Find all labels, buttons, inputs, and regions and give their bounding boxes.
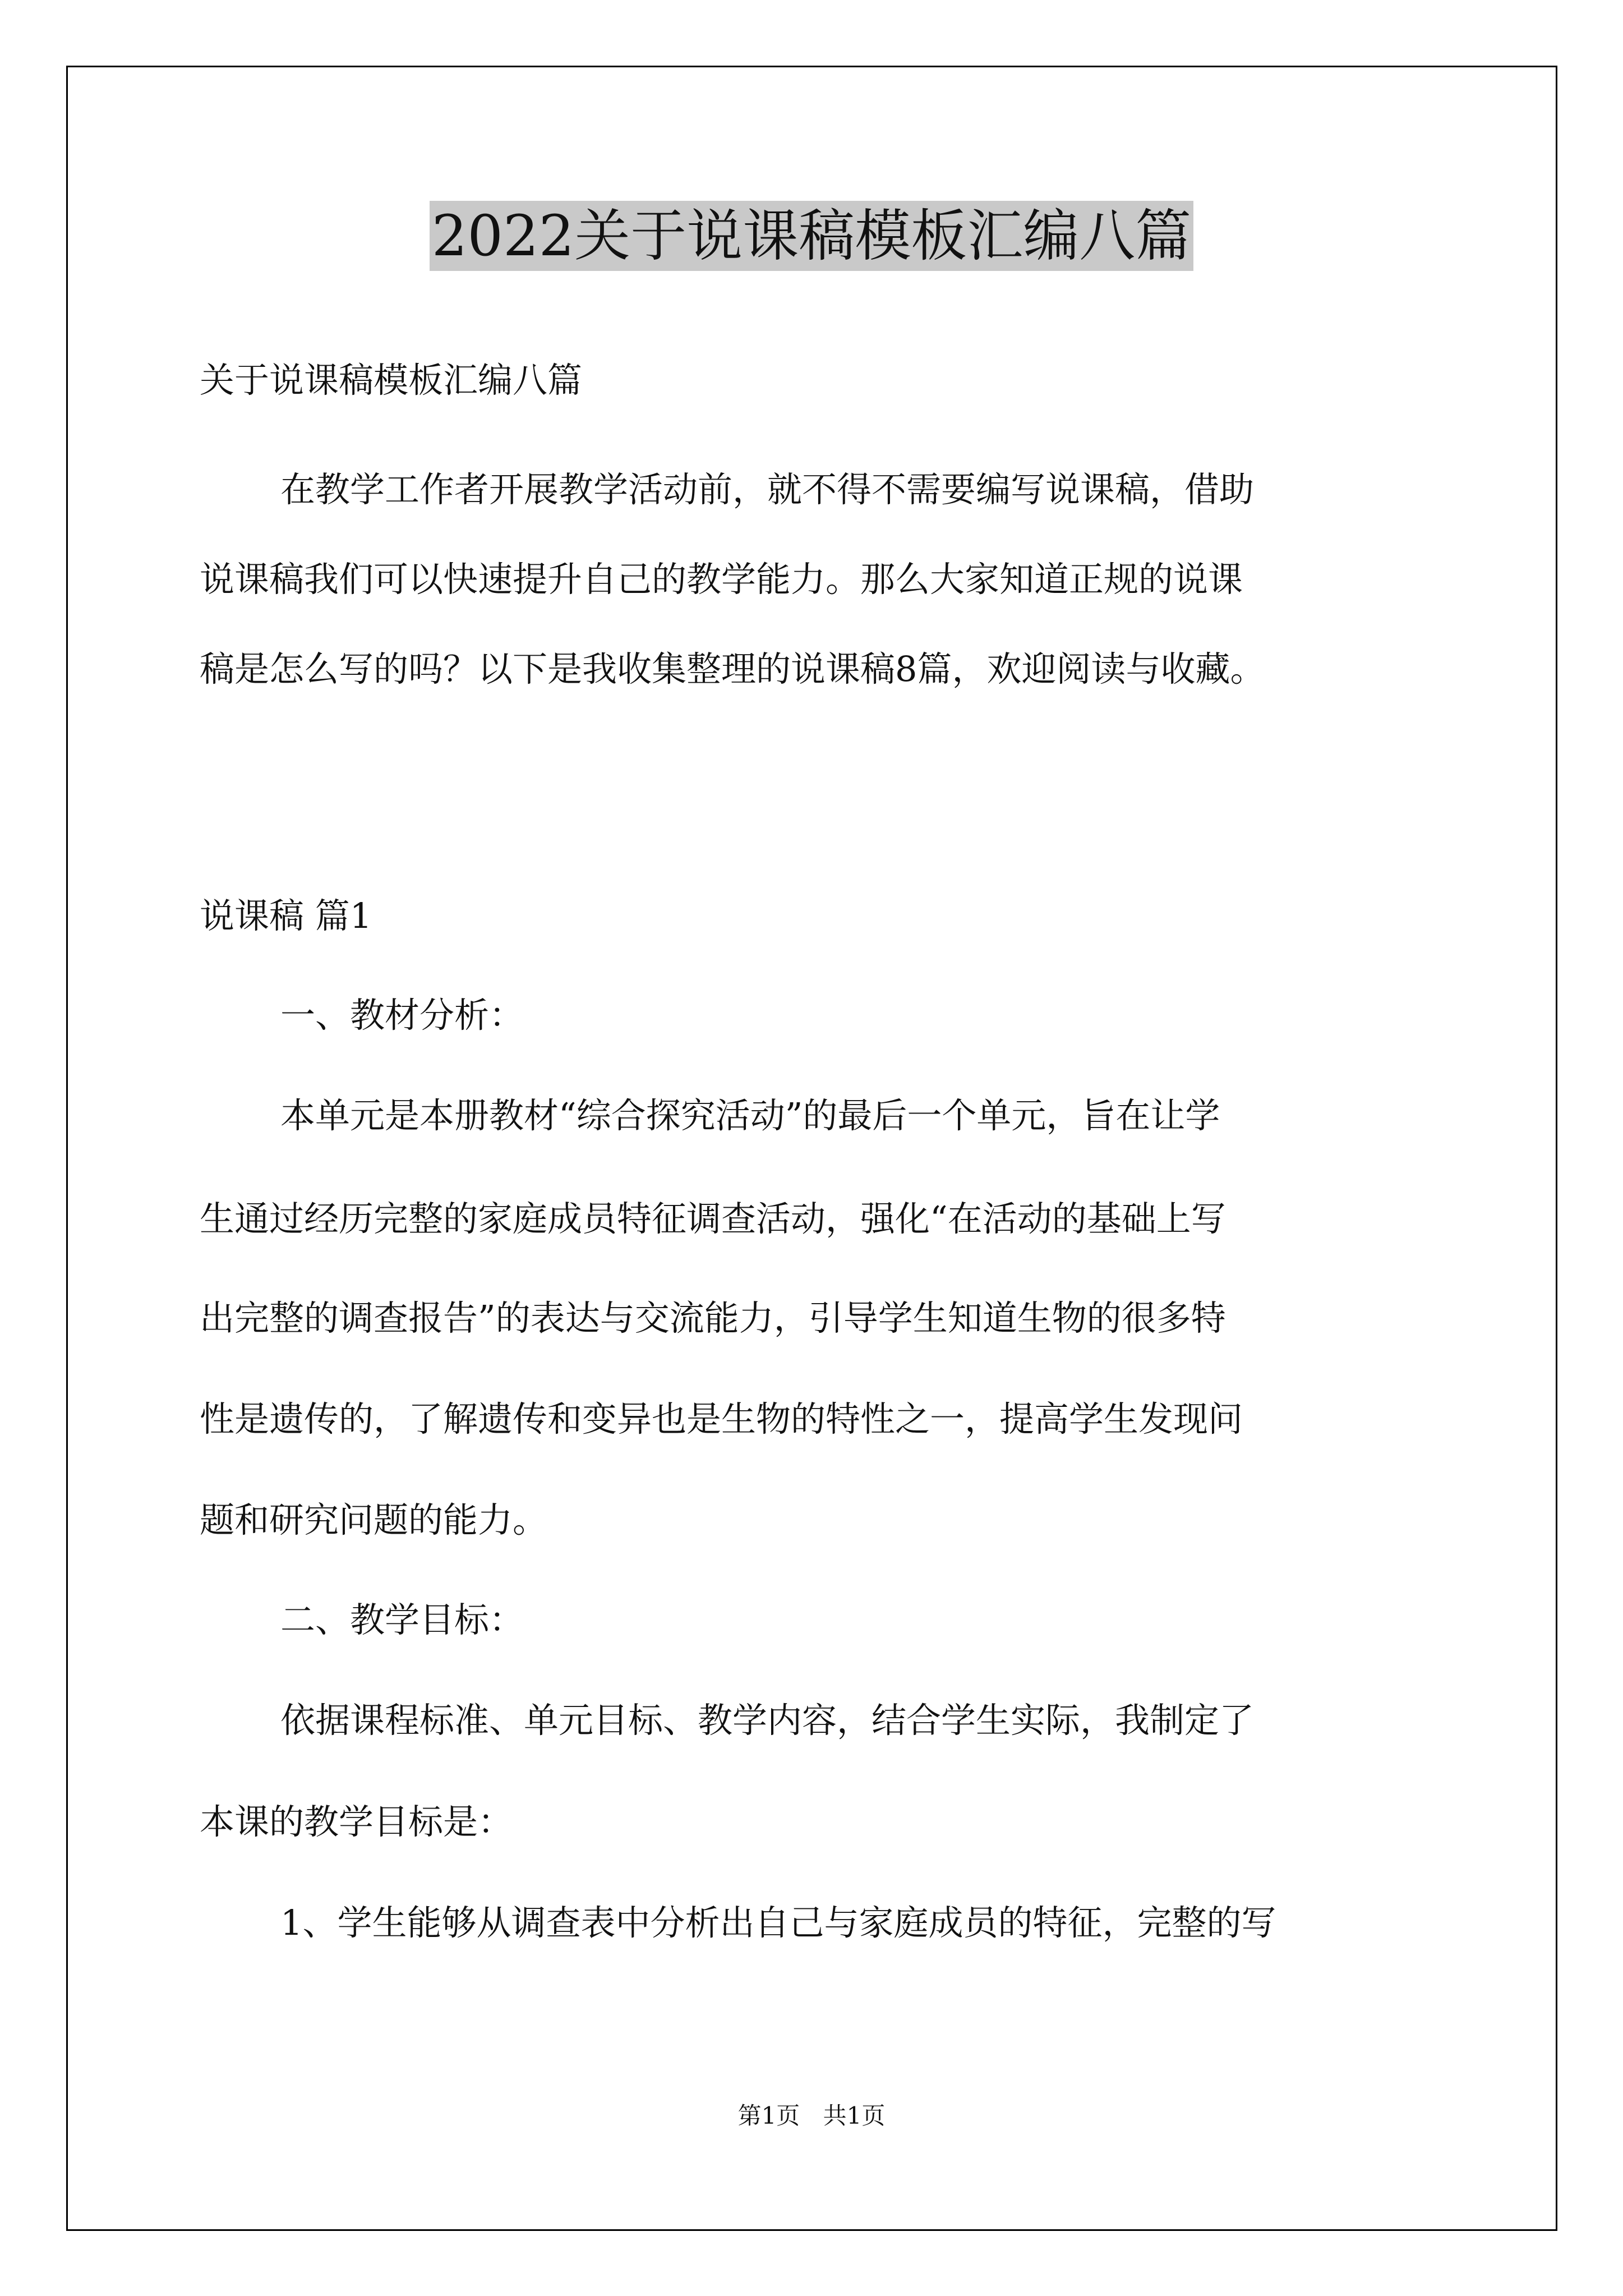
paragraph-line-2: 生通过经历完整的家庭成员特征调查活动，强化“在活动的基础上写: [200, 1198, 1226, 1239]
document-title-text: 2022关于说课稿模板汇编八篇: [430, 201, 1194, 271]
intro-line-2: 说课稿我们可以快速提升自己的教学能力。那么大家知道正规的说课: [200, 559, 1243, 600]
intro-line-1: 在教学工作者开展教学活动前，就不得不需要编写说课稿，借助: [280, 469, 1255, 510]
paragraph-line-5: 题和研究问题的能力。: [200, 1499, 548, 1540]
document-title: [0, 200, 1623, 273]
paragraph-line-3: 出完整的调查报告”的表达与交流能力，引导学生知道生物的很多特: [200, 1297, 1226, 1338]
page-total: 共1页: [823, 2102, 886, 2129]
goals-item-1: 1、学生能够从调查表中分析出自己与家庭成员的特征，完整的写: [280, 1902, 1276, 1943]
page-footer: [0, 2099, 1623, 2133]
goals-line-2: 本课的教学目标是：: [200, 1801, 513, 1842]
paragraph-line-4: 性是遗传的，了解遗传和变异也是生物的特性之一，提高学生发现问: [200, 1398, 1243, 1439]
intro-line-3: 稿是怎么写的吗？以下是我收集整理的说课稿8篇，欢迎阅读与收藏。: [200, 648, 1265, 689]
subheading-textbook-analysis: 一、教材分析：: [280, 995, 524, 1036]
paragraph-line-1: 本单元是本册教材“综合探究活动”的最后一个单元，旨在让学: [280, 1095, 1220, 1136]
page-number: 第1页: [737, 2102, 800, 2129]
document-subtitle: 关于说课稿模板汇编八篇: [200, 360, 583, 401]
goals-line-1: 依据课程标准、单元目标、教学内容，结合学生实际，我制定了: [280, 1700, 1255, 1741]
section-heading: 说课稿 篇1: [200, 895, 372, 936]
subheading-teaching-goals: 二、教学目标：: [280, 1599, 524, 1640]
